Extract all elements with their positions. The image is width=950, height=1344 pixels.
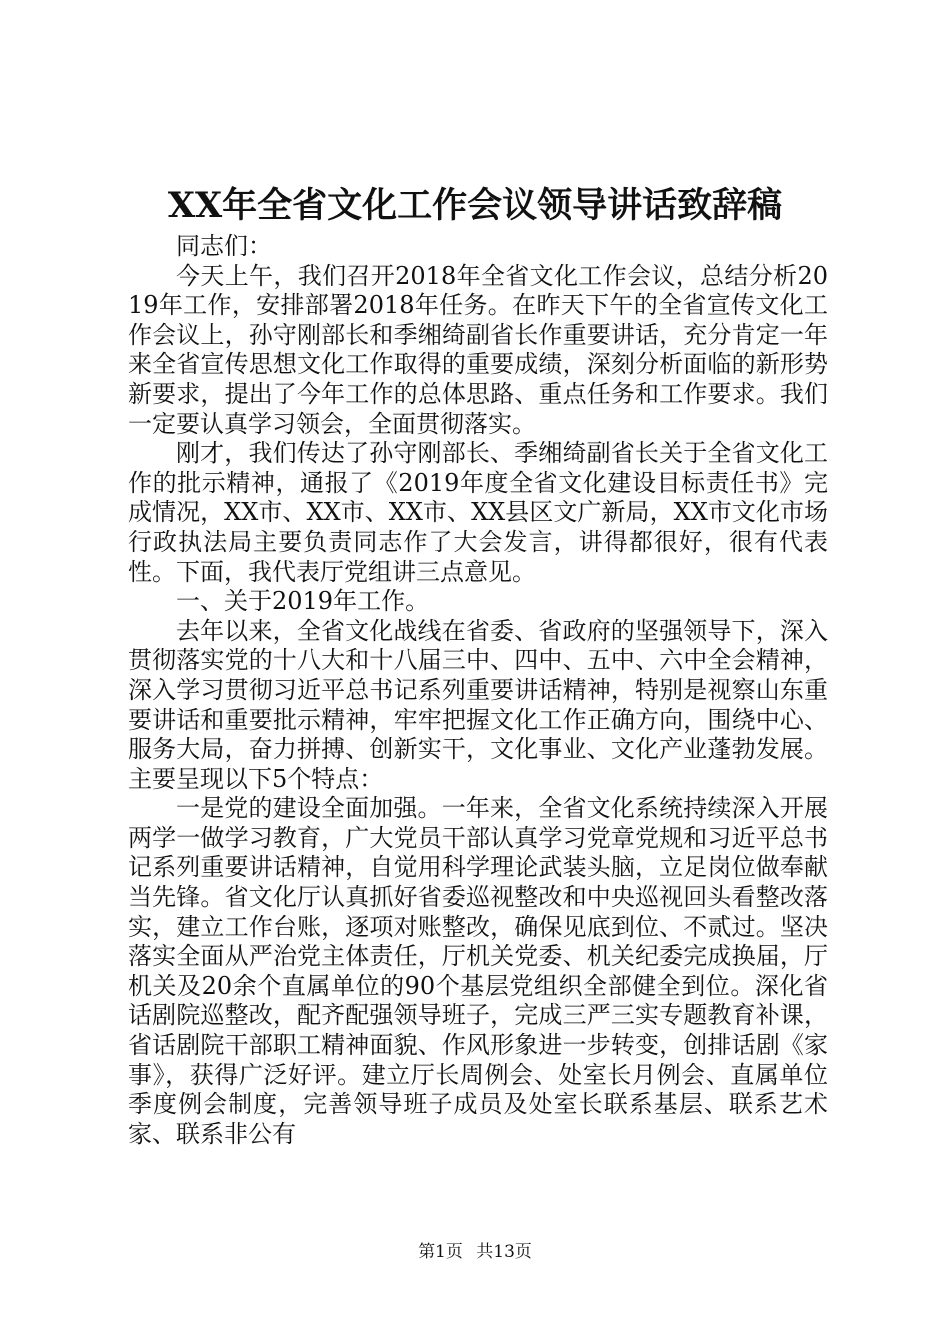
paragraph-intro: 今天上午，我们召开2018年全省文化工作会议，总结分析2019年工作，安排部署2018年任务。在昨天下午的全省宣传文化工作会议上，孙守刚部长和季缃绮副省长作重要讲话，充分肯定一年来全省宣传思想文化工作取得的重要成绩，深刻分析面临的新形势新要求，提出了今年工作的总体思路、重点任务和工作要求。我们一定要认真学习领会，全面贯彻落实。 xyxy=(128,261,828,438)
document-title: XX年全省文化工作会议领导讲话致辞稿 xyxy=(167,185,783,226)
page-footer xyxy=(0,1240,950,1264)
paragraph-party-building: 一是党的建设全面加强。一年来，全省文化系统持续深入开展两学一做学习教育，广大党员干部认真学习党章党规和习近平总书记系列重要讲话精神，自觉用科学理论武装头脑，立足岗位做奉献当先锋。省文化厅认真抓好省委巡视整改和中央巡视回头看整改落实，建立工作台账，逐项对账整改，确保见底到位、不贰过。坚决落实全面从严治党主体责任，厅机关党委、机关纪委完成换届，厅机关及20余个直属单位的90个基层党组织全部健全到位。深化省话剧院巡整改，配齐配强领导班子，完成三严三实专题教育补课，省话剧院干部职工精神面貌、作风形象进一步转变，创排话剧《家事》，获得广泛好评。建立厅长周例会、处室长月例会、直属单位季度例会制度，完善领导班子成员及处室长联系基层、联系艺术家、联系非公有 xyxy=(128,794,828,1148)
paragraph-salutation: 同志们： xyxy=(176,232,272,260)
section-heading: 一、关于2019年工作。 xyxy=(176,587,430,616)
document-body xyxy=(128,232,828,1149)
page-total: 共13页 xyxy=(476,1242,532,1262)
paragraph-review: 去年以来，全省文化战线在省委、省政府的坚强领导下，深入贯彻落实党的十八大和十八届三中、四中、五中、六中全会精神，深入学习贯彻习近平总书记系列重要讲话精神，特别是视察山东重要讲话和重要批示精神，牢牢把握文化工作正确方向，围绕中心、服务大局，奋力拼搏、创新实干，文化事业、文化产业蓬勃发展。主要呈现以下5个特点： xyxy=(128,616,828,793)
page-number: 第1页 xyxy=(418,1242,463,1262)
paragraph-report: 刚才，我们传达了孙守刚部长、季缃绮副省长关于全省文化工作的批示精神，通报了《2019年度全省文化建设目标责任书》完成情况，XX市、XX市、XX市、XX县区文广新局，XX市文化市场行政执法局主要负责同志作了大会发言，讲得都很好，很有代表性。下面，我代表厅党组讲三点意见。 xyxy=(128,439,828,586)
